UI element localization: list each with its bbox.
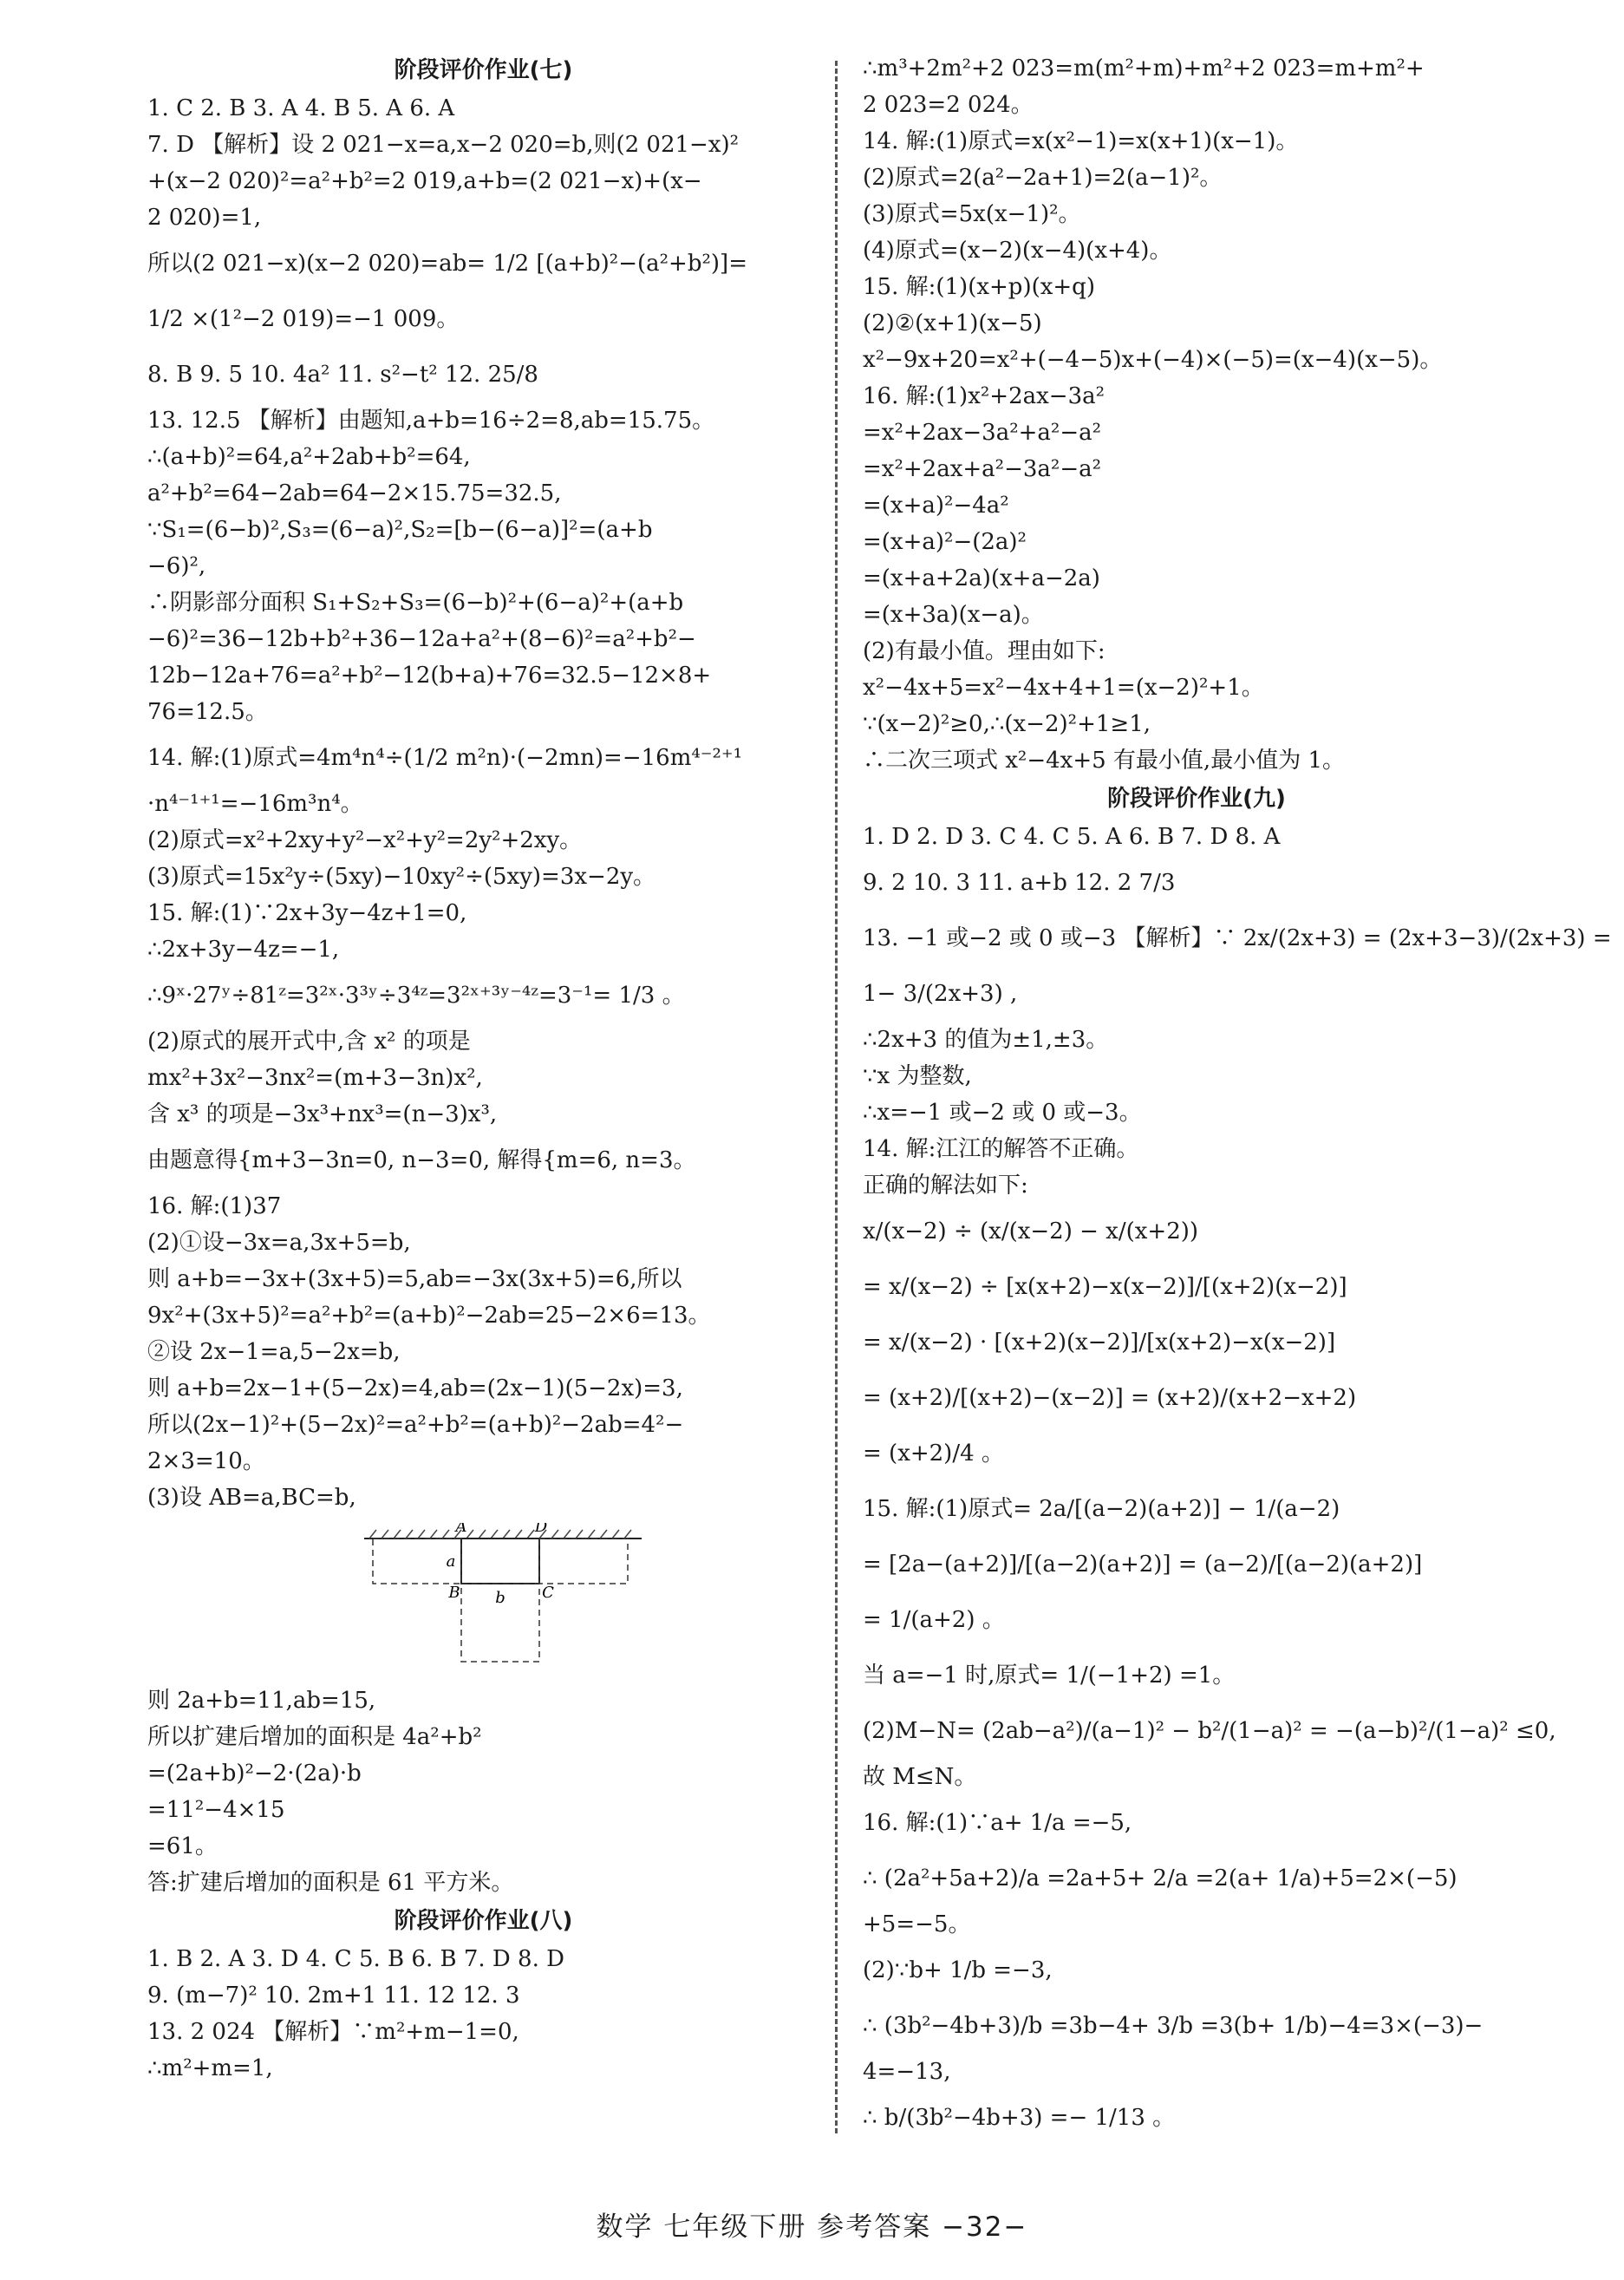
answer-line: =61。 [147, 1833, 218, 1859]
answer-line: (3)原式=5x(x−1)²。 [863, 201, 1081, 227]
section-title-8: 阶段评价作业(八) [394, 1908, 573, 1934]
answer-line: ∴ b/(3b²−4b+3) =− 1/13 。 [863, 2105, 1176, 2131]
answer-line: 1. B 2. A 3. D 4. C 5. B 6. B 7. D 8. D [147, 1946, 564, 1972]
answer-line: = x/(x−2) · [(x+2)(x−2)]/[x(x+2)−x(x−2)] [863, 1329, 1336, 1356]
answer-line: +5=−5。 [863, 1911, 971, 1937]
answer-line: 所以(2 021−x)(x−2 020)=ab= 1/2 [(a+b)²−(a²+b²)]= [147, 251, 747, 277]
answer-line: 12b−12a+76=a²+b²−12(b+a)+76=32.5−12×8+ [147, 663, 712, 689]
answer-line: ∵x 为整数, [863, 1063, 972, 1089]
answer-line: 13. 2 024 【解析】∵m²+m−1=0, [147, 2019, 519, 2045]
answer-line: 76=12.5。 [147, 699, 268, 725]
answer-line: 15. 解:(1)原式= 2a/[(a−2)(a+2)] − 1/(a−2) [863, 1496, 1340, 1522]
answer-line: ∴ (2a²+5a+2)/a =2a+5+ 2/a =2(a+ 1/a)+5=2×(−5) [863, 1865, 1458, 1891]
answer-line: (3)设 AB=a,BC=b, [147, 1485, 356, 1511]
answer-line: ·n⁴⁻¹⁺¹=−16m³n⁴。 [147, 791, 363, 817]
answer-line: −6)²=36−12b+b²+36−12a+a²+(8−6)²=a²+b²− [147, 626, 696, 652]
answer-line: 16. 解:(1)∵a+ 1/a =−5, [863, 1810, 1132, 1836]
answer-line: 正确的解法如下: [863, 1173, 1028, 1199]
answer-line: ∴2x+3 的值为±1,±3。 [863, 1027, 1109, 1053]
answer-line: 1. C 2. B 3. A 4. B 5. A 6. A [147, 95, 455, 121]
answer-line: =(x+a)²−4a² [863, 493, 1009, 519]
answer-line: 1/2 ×(1²−2 019)=−1 009。 [147, 306, 460, 332]
section-title-9: 阶段评价作业(九) [1107, 786, 1286, 812]
answer-line: ∵S₁=(6−b)²,S₃=(6−a)²,S₂=[b−(6−a)]²=(a+b [147, 517, 653, 543]
answer-line: 8. B 9. 5 10. 4a² 11. s²−t² 12. 25/8 [147, 362, 538, 388]
answer-line: 2×3=10。 [147, 1448, 265, 1474]
answer-line: 14. 解:(1)原式=4m⁴n⁴÷(1/2 m²n)·(−2mn)=−16m⁴⁻²⁺¹ [147, 745, 743, 771]
answer-line: 16. 解:(1)x²+2ax−3a² [863, 383, 1105, 409]
answer-line: (2)M−N= (2ab−a²)/(a−1)² − b²/(1−a)² = −(a−b)²/(1−a)² ≤0, [863, 1718, 1556, 1744]
label-B: B [448, 1584, 460, 1602]
answer-line: x²−4x+5=x²−4x+4+1=(x−2)²+1。 [863, 675, 1264, 701]
answer-line: +(x−2 020)²=a²+b²=2 019,a+b=(2 021−x)+(x− [147, 168, 702, 194]
answer-line: (4)原式=(x−2)(x−4)(x+4)。 [863, 238, 1172, 264]
section-title-7: 阶段评价作业(七) [394, 57, 573, 83]
answer-line: =11²−4×15 [147, 1797, 285, 1823]
page-footer: 数学 七年级下册 参考答案 −32− [596, 2211, 1028, 2243]
label-b: b [495, 1589, 505, 1607]
answer-line: =(x+a+2a)(x+a−2a) [863, 565, 1100, 591]
answer-line: =(x+a)²−(2a)² [863, 529, 1027, 555]
right-extension [539, 1539, 628, 1584]
answer-line: 9. (m−7)² 10. 2m+1 11. 12 12. 3 [147, 1983, 520, 2009]
answer-line: ∴阴影部分面积 S₁+S₂+S₃=(6−b)²+(6−a)²+(a+b [147, 590, 684, 616]
answer-line: (2)原式的展开式中,含 x² 的项是 [147, 1029, 471, 1055]
answer-line: = (x+2)/4 。 [863, 1441, 1004, 1467]
answer-line: =(2a+b)²−2·(2a)·b [147, 1761, 362, 1787]
answer-line: ∵(x−2)²≥0,∴(x−2)²+1≥1, [863, 711, 1151, 737]
answer-line: =x²+2ax+a²−3a²−a² [863, 456, 1102, 482]
label-A: A [455, 1523, 467, 1536]
answer-line: 所以扩建后增加的面积是 4a²+b² [147, 1724, 482, 1750]
answer-line: ∴x=−1 或−2 或 0 或−3。 [863, 1100, 1142, 1126]
answer-line: (2)∵b+ 1/b =−3, [863, 1957, 1053, 1983]
answer-line: (3)原式=15x²y÷(5xy)−10xy²÷(5xy)=3x−2y。 [147, 864, 656, 890]
answer-line: 16. 解:(1)37 [147, 1193, 282, 1219]
answer-line: a²+b²=64−2ab=64−2×15.75=32.5, [147, 480, 562, 506]
answer-line: 13. −1 或−2 或 0 或−3 【解析】∵ 2x/(2x+3) = (2x+3−3)/(2x+3) = [863, 925, 1612, 951]
answer-line: ∴m²+m=1, [147, 2055, 273, 2081]
answer-line: −6)², [147, 553, 206, 579]
answer-line: 13. 12.5 【解析】由题知,a+b=16÷2=8,ab=15.75。 [147, 408, 715, 434]
label-a: a [446, 1552, 456, 1571]
answer-line: 含 x³ 的项是−3x³+nx³=(n−3)x³, [147, 1101, 498, 1127]
answer-line: (2)②(x+1)(x−5) [863, 310, 1042, 336]
answer-line: (2)原式=x²+2xy+y²−x²+y²=2y²+2xy。 [147, 827, 583, 853]
answer-line: ∴m³+2m²+2 023=m(m²+m)+m²+2 023=m+m²+ [863, 56, 1425, 82]
expansion-figure [364, 1523, 642, 1670]
answer-line: 9x²+(3x+5)²=a²+b²=(a+b)²−2ab=25−2×6=13。 [147, 1303, 711, 1329]
answer-line: 7. D 【解析】设 2 021−x=a,x−2 020=b,则(2 021−x)² [147, 132, 740, 158]
answer-line: (2)①设−3x=a,3x+5=b, [147, 1230, 411, 1256]
answer-line: ∴二次三项式 x²−4x+5 有最小值,最小值为 1。 [863, 748, 1346, 774]
answer-line: 14. 解:(1)原式=x(x²−1)=x(x+1)(x−1)。 [863, 128, 1299, 154]
answer-line: =x²+2ax−3a²+a²−a² [863, 420, 1102, 446]
original-rectangle [461, 1539, 539, 1584]
answer-line: 则 2a+b=11,ab=15, [147, 1688, 376, 1714]
answer-line: 答:扩建后增加的面积是 61 平方米。 [147, 1870, 514, 1896]
answer-line: 9. 2 10. 3 11. a+b 12. 2 7/3 [863, 870, 1176, 896]
answer-line: = (x+2)/[(x+2)−(x−2)] = (x+2)/(x+2−x+2) [863, 1385, 1357, 1411]
right-column [863, 50, 1612, 2146]
answer-line: 故 M≤N。 [863, 1764, 977, 1790]
answer-line: ②设 2x−1=a,5−2x=b, [147, 1339, 401, 1365]
answer-line: 则 a+b=2x−1+(5−2x)=4,ab=(2x−1)(5−2x)=3, [147, 1375, 683, 1401]
answer-line: =(x+3a)(x−a)。 [863, 602, 1044, 628]
answer-line: 2 023=2 024。 [863, 92, 1034, 118]
answer-line: 14. 解:江江的解答不正确。 [863, 1136, 1139, 1162]
column-divider [835, 61, 838, 2133]
answer-line: mx²+3x²−3nx²=(m+3−3n)x², [147, 1065, 483, 1091]
wall-hatching [369, 1530, 631, 1539]
label-C: C [542, 1584, 554, 1602]
answer-line: (2)原式=2(a²−2a+1)=2(a−1)²。 [863, 165, 1223, 191]
answer-line: = 1/(a+2) 。 [863, 1607, 1005, 1633]
answer-line: ∴9ˣ·27ʸ÷81ᶻ=3²ˣ·3³ʸ÷3⁴ᶻ=3²ˣ⁺³ʸ⁻⁴ᶻ=3⁻¹= 1/3 。 [147, 983, 685, 1009]
answer-line: (2)有最小值。理由如下: [863, 638, 1105, 664]
answer-line: 15. 解:(1)(x+p)(x+q) [863, 274, 1095, 300]
answer-line: 1. D 2. D 3. C 4. C 5. A 6. B 7. D 8. A [863, 824, 1281, 850]
answer-line: 则 a+b=−3x+(3x+5)=5,ab=−3x(3x+5)=6,所以 [147, 1266, 682, 1292]
answer-line: 2 020)=1, [147, 205, 262, 231]
answer-line: ∴ (3b²−4b+3)/b =3b−4+ 3/b =3(b+ 1/b)−4=3×(−3)− [863, 2013, 1484, 2039]
answer-line: 1− 3/(2x+3) , [863, 981, 1018, 1007]
left-column [147, 50, 819, 2087]
answer-line: 15. 解:(1)∵2x+3y−4z+1=0, [147, 900, 467, 926]
answer-line: x²−9x+20=x²+(−4−5)x+(−4)×(−5)=(x−4)(x−5)。 [863, 347, 1443, 373]
answer-line: = [2a−(a+2)]/[(a−2)(a+2)] = (a−2)/[(a−2)(a+2)] [863, 1552, 1423, 1578]
answer-line: 所以(2x−1)²+(5−2x)²=a²+b²=(a+b)²−2ab=4²− [147, 1412, 684, 1438]
answer-line: ∴(a+b)²=64,a²+2ab+b²=64, [147, 444, 471, 470]
answer-line: 由题意得{m+3−3n=0, n−3=0, 解得{m=6, n=3。 [147, 1147, 696, 1173]
answer-line: 当 a=−1 时,原式= 1/(−1+2) =1。 [863, 1663, 1236, 1689]
label-D: D [534, 1523, 548, 1536]
answer-line: 4=−13, [863, 2059, 951, 2085]
answer-line: = x/(x−2) ÷ [x(x+2)−x(x−2)]/[(x+2)(x−2)] [863, 1274, 1347, 1300]
answer-line: x/(x−2) ÷ (x/(x−2) − x/(x+2)) [863, 1218, 1199, 1245]
answer-line: ∴2x+3y−4z=−1, [147, 937, 340, 963]
